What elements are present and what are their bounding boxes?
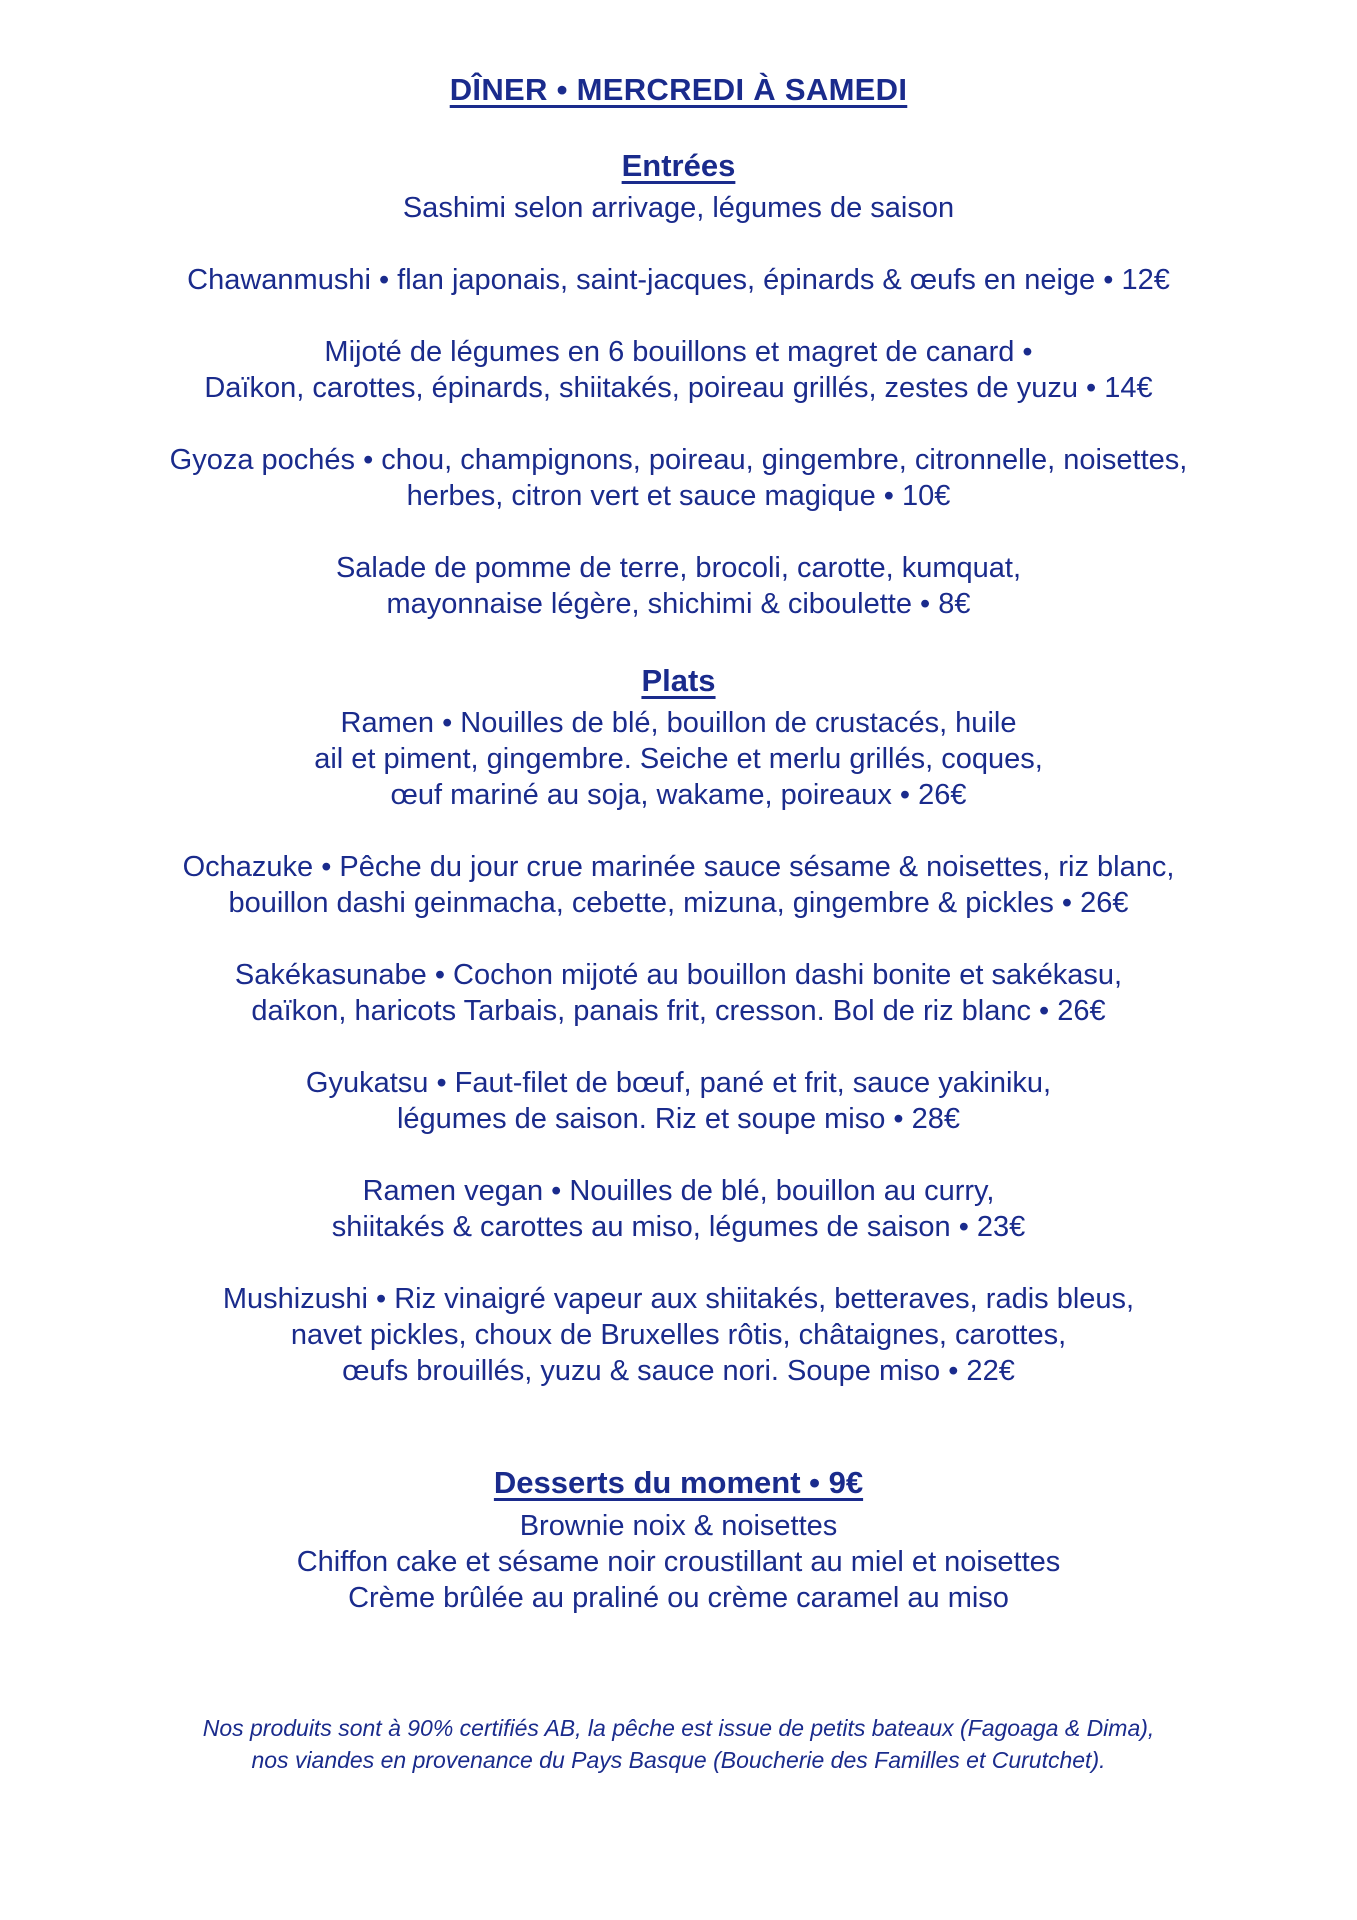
menu-item-line: Mushizushi • Riz vinaigré vapeur aux shiitakés, betteraves, radis bleus,: [222, 1283, 1135, 1315]
menu-item: [0, 1065, 1357, 1137]
menu-item-line: Gyukatsu • Faut-filet de bœuf, pané et frit, sauce yakiniku,: [305, 1067, 1052, 1099]
menu-item-line: Daïkon, carottes, épinards, shiitakés, poireau grillés, zestes de yuzu • 14€: [204, 372, 1153, 404]
menu-item-line: daïkon, haricots Tarbais, panais frit, cresson. Bol de riz blanc • 26€: [251, 995, 1106, 1027]
menu-item: [0, 334, 1357, 406]
menu-item-line: mayonnaise légère, shichimi & ciboulette • 8€: [386, 588, 971, 620]
menu-item: [0, 1173, 1357, 1245]
page-title: DÎNER • MERCREDI À SAMEDI: [449, 72, 908, 107]
menu-item-line: Chawanmushi • flan japonais, saint-jacques, épinards & œufs en neige • 12€: [187, 264, 1170, 296]
menu-item-line: ail et piment, gingembre. Seiche et merlu grillés, coques,: [314, 743, 1043, 775]
menu-item: [0, 190, 1357, 226]
menu-item: [0, 849, 1357, 921]
menu-item-line: Ochazuke • Pêche du jour crue marinée sauce sésame & noisettes, riz blanc,: [182, 851, 1175, 883]
menu-item: [0, 550, 1357, 622]
section-heading-entrees: Entrées: [621, 148, 736, 183]
menu-item-line: navet pickles, choux de Bruxelles rôtis, châtaignes, carottes,: [290, 1319, 1067, 1351]
menu-item-line: œuf mariné au soja, wakame, poireaux • 26€: [390, 779, 967, 811]
menu-item-line: Mijoté de légumes en 6 bouillons et magret de canard •: [324, 336, 1033, 368]
footer-line: Nos produits sont à 90% certifiés AB, la pêche est issue de petits bateaux (Fagoaga & Dima),: [202, 1715, 1155, 1741]
section-heading-plats: Plats: [641, 663, 716, 698]
menu-item-line: Brownie noix & noisettes: [519, 1510, 838, 1542]
menu-item: [0, 705, 1357, 813]
menu-item-line: Ramen • Nouilles de blé, bouillon de crustacés, huile: [340, 707, 1017, 739]
menu-item-line: bouillon dashi geinmacha, cebette, mizuna, gingembre & pickles • 26€: [228, 887, 1129, 919]
footer-note: [0, 1712, 1357, 1776]
menu-item-line: Sashimi selon arrivage, légumes de saison: [402, 192, 955, 224]
footer-line: nos viandes en provenance du Pays Basque (Boucherie des Familles et Curutchet).: [251, 1747, 1106, 1773]
menu-item-line: légumes de saison. Riz et soupe miso • 28€: [396, 1103, 961, 1135]
menu-item: [0, 1508, 1357, 1616]
menu-item-line: Chiffon cake et sésame noir croustillant au miel et noisettes: [296, 1546, 1061, 1578]
menu-item: [0, 262, 1357, 298]
menu-item-line: herbes, citron vert et sauce magique • 10€: [406, 480, 951, 512]
menu-item-line: Gyoza pochés • chou, champignons, poireau, gingembre, citronnelle, noisettes,: [169, 444, 1188, 476]
menu-item-line: shiitakés & carottes au miso, légumes de saison • 23€: [331, 1211, 1026, 1243]
menu-item: [0, 442, 1357, 514]
section-heading-desserts: Desserts du moment • 9€: [493, 1465, 864, 1500]
menu-item: [0, 957, 1357, 1029]
menu-item-line: Ramen vegan • Nouilles de blé, bouillon au curry,: [362, 1175, 995, 1207]
menu-item: [0, 1281, 1357, 1389]
menu-item-line: Sakékasunabe • Cochon mijoté au bouillon dashi bonite et sakékasu,: [234, 959, 1123, 991]
menu-item-line: Salade de pomme de terre, brocoli, carotte, kumquat,: [335, 552, 1022, 584]
menu-item-line: Crème brûlée au praliné ou crème caramel au miso: [348, 1582, 1009, 1614]
menu-item-line: œufs brouillés, yuzu & sauce nori. Soupe miso • 22€: [342, 1355, 1015, 1387]
